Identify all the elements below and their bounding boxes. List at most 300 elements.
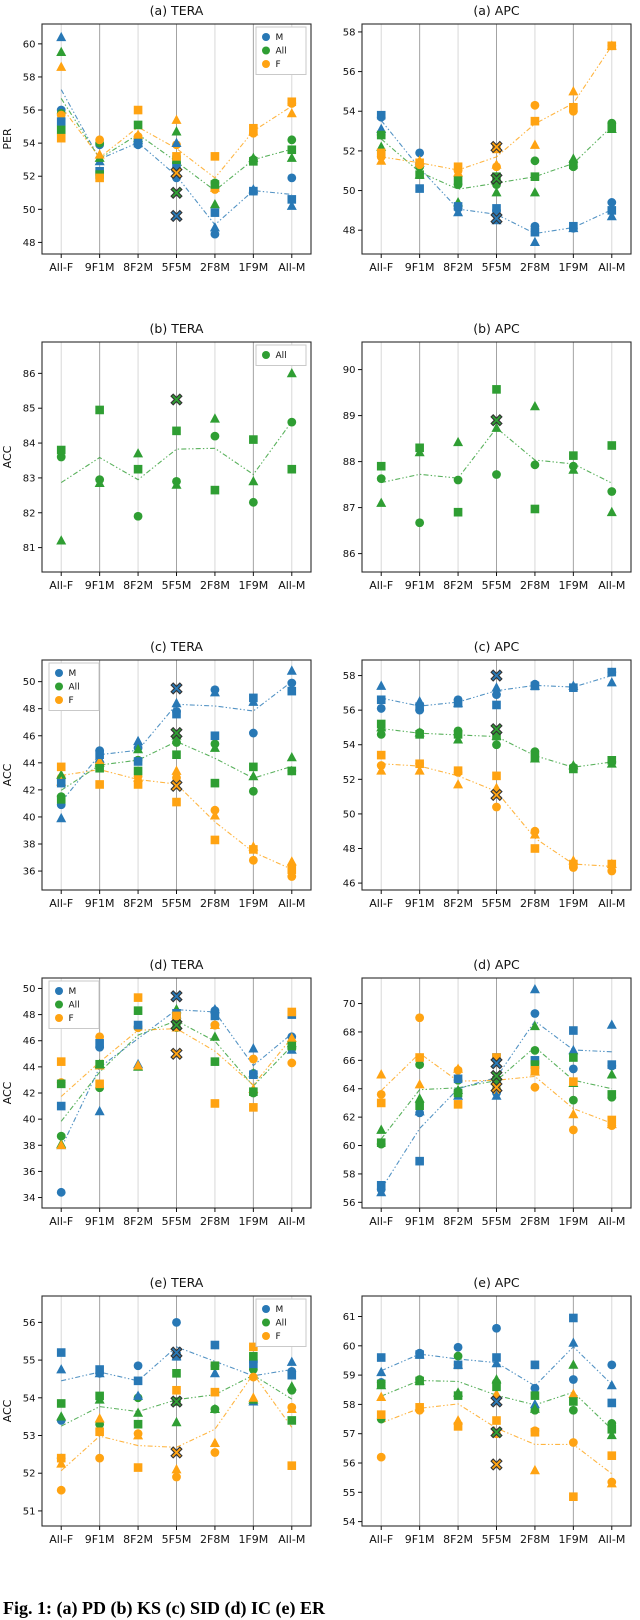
legend (49, 663, 99, 711)
data-point (172, 710, 181, 719)
data-point (172, 1464, 182, 1473)
data-point (211, 1388, 220, 1397)
data-point (531, 1361, 540, 1370)
data-point (210, 413, 220, 422)
legend-label: F (275, 60, 281, 70)
data-point (569, 451, 578, 460)
y-tick-label: 54 (22, 138, 36, 150)
y-tick-label: 54 (342, 740, 356, 752)
data-point (569, 103, 578, 112)
legend-marker-icon (262, 1305, 270, 1313)
x-tick-label: 1F9M (238, 1215, 269, 1228)
data-point (287, 97, 296, 106)
x-tick-label: All-M (598, 1533, 626, 1546)
subplot-title: (a) APC (473, 3, 520, 18)
x-tick-label: 1F9M (558, 261, 589, 274)
data-point (134, 1006, 143, 1015)
data-point (531, 1009, 540, 1018)
data-point (568, 1359, 578, 1368)
y-tick-label: 36 (22, 866, 36, 878)
legend-label: M (68, 987, 77, 997)
data-point (249, 763, 258, 772)
y-tick-label: 48 (22, 704, 36, 716)
legend-marker-icon (262, 47, 270, 55)
data-point (492, 1374, 502, 1383)
data-point (492, 740, 501, 749)
subplot-title: (c) APC (473, 639, 520, 654)
data-point (172, 698, 182, 707)
x-tick-label: 5F5M (481, 261, 512, 274)
y-tick-label: 82 (22, 508, 36, 520)
y-tick-label: 34 (22, 1193, 36, 1205)
legend-label: M (275, 33, 284, 43)
y-tick-label: 62 (342, 1112, 356, 1124)
data-point (531, 1066, 540, 1075)
data-point (531, 682, 540, 691)
x-tick-label: 1F9M (238, 1533, 269, 1546)
data-point (56, 1411, 66, 1420)
data-point (531, 460, 540, 469)
legend-label: All (275, 351, 287, 361)
y-tick-label: 56 (22, 105, 36, 117)
legend-marker-icon (262, 1319, 270, 1327)
y-tick-label: 58 (342, 1399, 356, 1411)
data-point (376, 1125, 386, 1134)
data-point (134, 106, 143, 115)
y-tick-label: 56 (342, 1197, 356, 1209)
data-point (210, 1438, 220, 1447)
data-point (492, 385, 501, 394)
y-tick-label: 60 (342, 1341, 356, 1353)
x-tick-label: All-M (598, 1215, 626, 1228)
x-tick-label: All-F (369, 261, 394, 274)
y-tick-label: 89 (342, 411, 356, 423)
data-point (415, 1079, 425, 1088)
data-point (607, 42, 616, 51)
data-point (376, 1392, 386, 1401)
x-tick-label: 2F8M (200, 1533, 230, 1546)
x-tick-label: All-M (278, 261, 306, 274)
x-tick-label: 1F9M (238, 897, 269, 910)
data-point (569, 160, 578, 169)
subplot-title: (e) APC (473, 1275, 520, 1290)
data-point (211, 1448, 220, 1457)
data-point (95, 1413, 105, 1422)
x-tick-label: All-M (278, 897, 306, 910)
y-tick-label: 54 (342, 1517, 356, 1529)
legend-marker-icon (262, 33, 270, 41)
data-point (249, 1087, 258, 1096)
data-point (376, 1367, 386, 1376)
data-point (530, 1021, 540, 1030)
x-tick-label: All-F (369, 1215, 394, 1228)
data-point (287, 1371, 296, 1380)
data-point (287, 665, 297, 674)
data-point (492, 204, 501, 213)
data-point (530, 984, 540, 993)
data-point (134, 757, 143, 766)
data-point (531, 117, 540, 126)
y-tick-label: 88 (342, 457, 356, 469)
y-tick-label: 42 (22, 1088, 36, 1100)
subplot-title: (a) TERA (149, 3, 204, 18)
data-point (415, 184, 424, 193)
y-tick-label: 60 (342, 1141, 356, 1153)
data-point (454, 766, 463, 775)
data-point (377, 695, 386, 704)
y-tick-label: 52 (22, 1468, 36, 1480)
data-point (377, 1181, 386, 1190)
data-point (454, 1391, 463, 1400)
legend-marker-icon (55, 1014, 63, 1022)
legend (256, 1299, 306, 1347)
subplot-a-apc (320, 0, 640, 318)
data-point (377, 1353, 386, 1362)
data-point (57, 1348, 66, 1357)
data-point (287, 865, 296, 874)
x-tick-label: All-F (49, 1533, 74, 1546)
x-tick-label: All-M (598, 897, 626, 910)
legend-label: F (275, 1332, 281, 1342)
data-point (607, 1380, 617, 1389)
data-point (248, 476, 258, 485)
x-tick-label: All-F (369, 579, 394, 592)
x-tick-label: All-M (598, 261, 626, 274)
x-tick-label: 5F5M (481, 579, 512, 592)
x-tick-label: 9F1M (404, 261, 435, 274)
data-point (249, 1070, 258, 1079)
data-point (56, 535, 66, 544)
data-point (211, 1341, 220, 1350)
data-point (210, 1031, 220, 1040)
data-point (569, 1406, 578, 1415)
legend-marker-icon (55, 987, 63, 995)
data-point (249, 157, 258, 166)
legend (256, 27, 306, 75)
legend-label: F (68, 1014, 74, 1024)
data-point (95, 1039, 104, 1048)
y-tick-label: 40 (22, 812, 36, 824)
y-tick-label: 48 (22, 237, 36, 249)
legend-label: All (68, 682, 80, 693)
data-point (249, 124, 258, 133)
data-point (492, 803, 501, 812)
x-tick-label: 8F2M (123, 897, 153, 910)
data-point (249, 694, 258, 703)
data-point (530, 401, 540, 410)
y-tick-label: 86 (22, 368, 36, 380)
data-point (172, 1386, 181, 1395)
y-tick-label: 83 (22, 473, 36, 485)
data-point (95, 1365, 104, 1374)
data-point (415, 158, 424, 167)
data-point (172, 1012, 181, 1021)
data-point (95, 750, 104, 759)
data-point (249, 1352, 258, 1361)
data-point (57, 1102, 66, 1111)
data-point (569, 1492, 578, 1501)
data-point (568, 1389, 578, 1398)
data-point (569, 1096, 578, 1105)
data-point (211, 779, 220, 788)
y-tick-label: 48 (22, 1010, 36, 1022)
data-point (607, 1060, 616, 1069)
legend-marker-icon (55, 669, 63, 677)
data-point (248, 771, 258, 780)
data-point (607, 507, 617, 516)
y-tick-label: 68 (342, 1027, 356, 1039)
data-point (569, 860, 578, 869)
x-tick-label: 5F5M (481, 897, 512, 910)
data-point (56, 47, 66, 56)
data-point (569, 683, 578, 692)
subplot-title: (b) APC (473, 321, 520, 336)
data-point (172, 152, 181, 161)
data-point (172, 126, 182, 135)
data-point (415, 1093, 425, 1102)
data-point (607, 441, 616, 450)
y-tick-label: 56 (22, 1317, 36, 1329)
legend-marker-icon (55, 1001, 63, 1009)
data-point (249, 729, 258, 738)
data-point (287, 1059, 296, 1068)
x-tick-label: 1F9M (558, 579, 589, 592)
x-tick-label: 2F8M (520, 1215, 550, 1228)
subplot-title: (d) TERA (149, 957, 204, 972)
data-point (377, 131, 386, 140)
legend-marker-icon (262, 1332, 270, 1340)
legend-label: All (275, 1318, 287, 1329)
x-tick-label: 1F9M (558, 897, 589, 910)
data-point (531, 1083, 540, 1092)
x-tick-label: 9F1M (404, 1533, 435, 1546)
data-point (172, 766, 182, 775)
subplot-b-apc (320, 318, 640, 636)
data-point (569, 765, 578, 774)
data-point (531, 505, 540, 514)
data-point (287, 1008, 296, 1017)
data-point (287, 465, 296, 474)
data-point (211, 432, 220, 441)
y-tick-label: 38 (22, 839, 36, 851)
data-point (56, 32, 66, 41)
y-tick-label: 56 (342, 67, 356, 79)
y-tick-label: 90 (342, 365, 356, 377)
data-point (569, 1064, 578, 1073)
data-point (377, 1138, 386, 1147)
x-tick-label: 8F2M (443, 261, 473, 274)
x-tick-label: All-F (49, 261, 74, 274)
legend-marker-icon (55, 696, 63, 704)
y-tick-label: 48 (342, 843, 356, 855)
data-point (607, 1069, 617, 1078)
x-tick-label: 8F2M (443, 1215, 473, 1228)
data-point (492, 682, 502, 691)
data-point (133, 448, 143, 457)
data-point (415, 759, 424, 768)
x-tick-label: 8F2M (123, 261, 153, 274)
data-point (454, 1422, 463, 1431)
data-point (287, 1042, 296, 1051)
subplot-title: (c) TERA (150, 639, 203, 654)
data-point (415, 1377, 424, 1386)
data-point (95, 1106, 105, 1115)
x-tick-label: 2F8M (520, 261, 550, 274)
data-point (172, 798, 181, 807)
data-point (211, 1057, 220, 1066)
x-tick-label: 5F5M (481, 1215, 512, 1228)
legend-label: All (275, 46, 287, 57)
y-tick-label: 51 (22, 1506, 36, 1518)
y-tick-label: 44 (22, 1062, 36, 1074)
legend-marker-icon (55, 683, 63, 691)
data-point (249, 1103, 258, 1112)
data-point (287, 418, 296, 427)
y-tick-label: 38 (22, 1140, 36, 1152)
data-point (287, 1381, 297, 1390)
y-tick-label: 52 (342, 774, 356, 786)
data-point (454, 176, 463, 185)
y-tick-label: 87 (342, 503, 356, 515)
data-point (377, 1090, 386, 1099)
data-point (172, 1417, 182, 1426)
data-point (95, 174, 104, 183)
data-point (454, 1361, 463, 1370)
data-point (210, 222, 220, 231)
y-tick-label: 56 (342, 1458, 356, 1470)
data-point (377, 462, 386, 471)
x-tick-label: 1F9M (238, 579, 269, 592)
subplot-e-tera (0, 1272, 320, 1590)
data-point (492, 1353, 501, 1362)
data-point (287, 856, 297, 865)
legend-label: F (68, 696, 74, 706)
y-tick-label: 52 (22, 171, 36, 183)
x-tick-label: All-F (49, 579, 74, 592)
data-point (134, 993, 143, 1002)
y-tick-label: 58 (342, 671, 356, 683)
data-point (172, 115, 182, 124)
y-axis-label: ACC (1, 763, 14, 787)
data-point (415, 730, 424, 739)
x-tick-label: 8F2M (123, 579, 153, 592)
data-point (415, 170, 424, 179)
x-tick-label: All-F (369, 897, 394, 910)
data-point (377, 1453, 386, 1462)
data-point (531, 844, 540, 853)
y-tick-label: 56 (342, 705, 356, 717)
data-point (134, 139, 143, 148)
data-point (607, 1360, 616, 1369)
data-point (607, 1019, 617, 1028)
data-point (531, 753, 540, 762)
x-tick-label: 5F5M (161, 261, 192, 274)
data-point (287, 1357, 297, 1366)
x-tick-label: 1F9M (558, 1533, 589, 1546)
y-tick-label: 61 (342, 1312, 356, 1324)
data-point (287, 752, 297, 761)
figure-caption: Fig. 1: (a) PD (b) KS (c) SID (d) IC (e) ER (3, 1598, 325, 1618)
data-point (249, 856, 258, 865)
y-tick-label: 58 (342, 27, 356, 39)
legend-marker-icon (262, 351, 270, 359)
data-point (211, 486, 220, 495)
subplot-c-apc (320, 636, 640, 954)
data-point (248, 1043, 258, 1052)
data-point (377, 149, 386, 158)
data-point (249, 187, 258, 196)
data-point (530, 1465, 540, 1474)
y-tick-label: 85 (22, 403, 36, 415)
data-point (211, 1099, 220, 1108)
data-point (607, 668, 616, 677)
data-point (57, 763, 66, 772)
x-tick-label: All-F (49, 1215, 74, 1228)
data-point (133, 1060, 143, 1069)
y-tick-label: 66 (342, 1055, 356, 1067)
data-point (95, 1060, 104, 1069)
subplot-title: (d) APC (473, 957, 520, 972)
legend-label: M (275, 1305, 284, 1315)
data-point (569, 1397, 578, 1406)
y-tick-label: 54 (22, 1393, 36, 1405)
data-point (287, 679, 296, 688)
y-tick-label: 58 (22, 72, 36, 84)
data-point (607, 1116, 616, 1125)
y-tick-label: 48 (342, 225, 356, 237)
data-point (454, 162, 463, 171)
x-tick-label: 8F2M (123, 1215, 153, 1228)
data-point (95, 780, 104, 789)
data-point (454, 202, 463, 211)
data-point (492, 772, 501, 781)
x-tick-label: All-M (278, 1533, 306, 1546)
y-tick-label: 46 (22, 731, 36, 743)
x-tick-label: 8F2M (123, 1533, 153, 1546)
legend-label: M (68, 669, 77, 679)
data-point (415, 1157, 424, 1166)
x-tick-label: 1F9M (238, 261, 269, 274)
data-point (492, 187, 502, 196)
data-point (57, 117, 66, 126)
data-point (211, 1012, 220, 1021)
data-point (492, 470, 501, 479)
x-tick-label: All-M (278, 1215, 306, 1228)
data-point (377, 720, 386, 729)
data-point (531, 1391, 540, 1400)
data-point (56, 62, 66, 71)
legend (256, 345, 306, 366)
x-tick-label: 2F8M (200, 1215, 230, 1228)
x-tick-label: 9F1M (84, 897, 115, 910)
x-tick-label: 2F8M (200, 261, 230, 274)
y-tick-label: 81 (22, 543, 36, 555)
y-tick-label: 55 (22, 1355, 36, 1367)
x-tick-label: 2F8M (520, 1533, 550, 1546)
data-point (531, 1046, 540, 1055)
subplot-d-tera (0, 954, 320, 1272)
data-point (134, 1420, 143, 1429)
data-point (133, 1407, 143, 1416)
data-point (454, 476, 463, 485)
data-point (453, 779, 463, 788)
y-tick-label: 50 (22, 983, 36, 995)
data-point (211, 208, 220, 217)
data-point (415, 1101, 424, 1110)
data-point (415, 702, 424, 711)
data-point (569, 1314, 578, 1323)
data-point (287, 1461, 296, 1470)
